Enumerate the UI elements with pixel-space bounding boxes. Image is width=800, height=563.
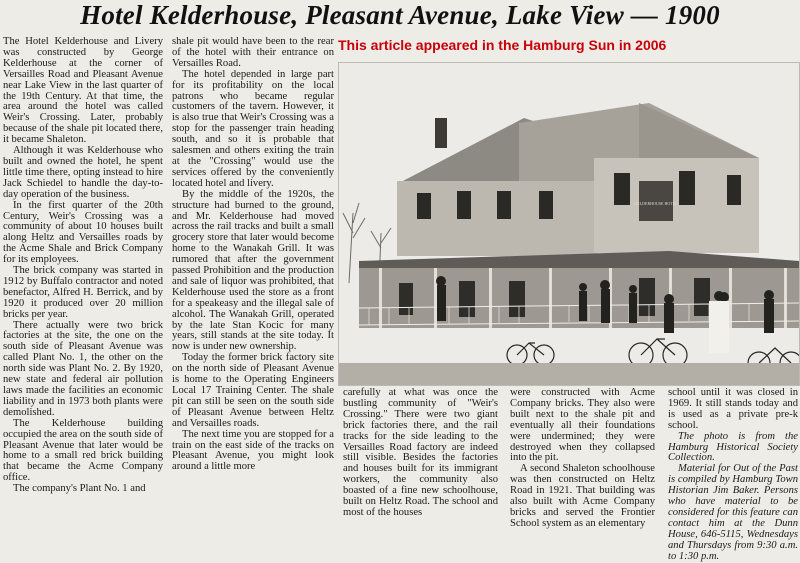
article-column-2 [172, 37, 334, 541]
article-column-4 [510, 388, 655, 541]
paragraph: carefully at what was once the bustling community of "Weir's Crossing." There were two giant brick factories there, and the rail tracks for the side leading to the Versailles Road factory are indeed still visible. Besides the factories and houses built for its immigrant workers, the community also boasted of a fine new schoolhouse, built on Heltz Road. The school and most of the houses [343, 387, 498, 518]
article-column-1 [3, 37, 163, 541]
article-headline: Hotel Kelderhouse, Pleasant Avenue, Lake View — 1900 [80, 0, 720, 30]
article-column-3 [343, 388, 498, 541]
paragraph: Today the former brick factory site on the north side of Pleasant Avenue is home to the Operating Engineers Local 17 Training Center. The shale pit can still be seen on the south side of Pleasant Avenue between Heltz and Versailles roads. [172, 352, 334, 429]
paragraph: The brick company was started in 1912 by Buffalo contractor and noted benefactor, Alfred H. Berrick, and by 1920 it produced over 20 million bricks per year. [3, 265, 163, 320]
hotel-sign-text: KELDERHOUSE HOTEL [634, 201, 678, 206]
paragraph: The company's Plant No. 1 and [13, 483, 146, 495]
paragraph: Although it was Kelderhouse who built and owned the hotel, he spent little time there, opting instead to hire Jack Schiedel to handle the day-to-day operation of the business. [3, 145, 163, 200]
paragraph: In the first quarter of the 20th Century, Weir's Crossing was a community of about 10 houses built along Heltz and Versailles roads by the Acme Shale and Brick Company for its employees. [3, 199, 163, 266]
historic-hotel-photo [338, 62, 800, 386]
paragraph: The Hotel Kelderhouse and Livery was constructed by George Kelderhouse at the corner of Versailles Road and Pleasant Avenue near Lake View in the last quarter of the 19th Century. At that time, the area around the hotel was called Weir's Crossing. Later, probably because of the shale pit located there, it became Shaleton. [3, 36, 163, 146]
paragraph: By the middle of the 1920s, the structure had burned to the ground, and Mr. Kelderhouse had moved across the rail tracks and built a small grocery store that later would become home to the Wanakah Grill. It was rumored that after the government passed Prohibition and the production and sale of liquor was prohibited, that Kelderhouse used the store as a front for a speakeasy and the illegal sale of alcohol. The Wanakah Grill, operated by the late Stan Kocic for many years, still stands at the site today. It now is under new ownership. [172, 188, 334, 353]
paragraph: A second Shaleton schoolhouse was then constructed on Heltz Road in 1921. That building was also built with Acme Company bricks and served the Frontier School system as an elementary [510, 463, 655, 529]
contributor-note: Material for Out of the Past is compiled by Hamburg Town Historian Jim Baker. Persons who have material to be considered for this feature can contact him at the Dunn House, 646-5115, Wednesdays and Thursdays from 9:30 a.m. to 1:30 p.m. [668, 463, 798, 562]
photo-credit: The photo is from the Hamburg Historical Society Collection. [668, 430, 798, 464]
paragraph: shale pit would have been to the rear of the hotel with their entrance on Versailles Road. [172, 36, 334, 69]
paragraph: school until it was closed in 1969. It still stands today and is used as a private pre-k school. [668, 387, 798, 431]
paragraph: The hotel depended in large part for its profitability on the local patrons who became regular customers of the tavern. However, it is also true that Weir's Crossing was a stop for the passenger train heading south, and so it is probable that salesmen and others exiting the train at the "Crossing" would use the services offered by the conveniently located hotel and livery. [172, 68, 334, 189]
paragraph: were constructed with Acme Company bricks. They also were built next to the shale pit and eventually all their foundations were undermined; they were destroyed when they collapsed into the pit. [510, 387, 655, 464]
article-column-5 [668, 387, 798, 562]
paragraph: The Kelderhouse building occupied the area on the south side of Pleasant Avenue that later would be home to a small red brick building that became the Acme Company office. [3, 417, 163, 484]
paragraph: There actually were two brick factories at the site, the one on the south side of Pleasant Avenue was called Plant No. 1, the other on the north side was Plant No. 2. By 1920, new state and federal air pollution laws made the facilities an economic liability and in 1973 both plants were demolished. [3, 319, 163, 418]
paragraph: The next time you are stopped for a train on the east side of the tracks on Pleasant Avenue, you might look around a little more [172, 428, 334, 473]
source-callout: This article appeared in the Hamburg Sun in 2006 [338, 37, 667, 53]
